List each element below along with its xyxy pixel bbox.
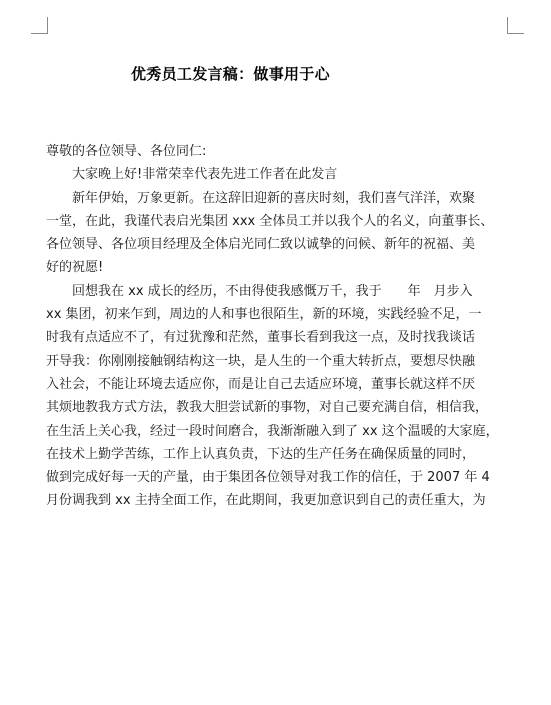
document-line: 其烦地教我方式方法，教我大胆尝试新的事物，对自己要充满自信，相信我，: [46, 400, 489, 416]
document-line: 在生活上关心我，经过一段时间磨合，我渐渐融入到了 xx 这个温暖的大家庭，: [46, 423, 499, 439]
page-corner-mark-top-right: [507, 17, 524, 34]
page-corner-mark-top-left: [31, 17, 48, 34]
document-line: 好的祝愿!: [46, 260, 104, 276]
document-line: 一堂，在此，我谨代表启光集团 xxx 全体员工并以我个人的名义，向董事长、: [46, 213, 494, 229]
document-line: 入社会，不能让环境去适应你，而是让自己去适应环境，董事长就这样不厌: [46, 376, 476, 392]
document-line: 开导我：你刚刚接触钢结构这一块，是人生的一个重大转折点，要想尽快融: [46, 353, 476, 369]
document-line: 月份调我到 xx 主持全面工作，在此期间，我更加意识到自己的责任重大，为: [46, 493, 486, 509]
document-line: 在技术上勤学苦练，工作上认真负责，下达的生产任务在确保质量的同时，: [46, 446, 476, 462]
document-line: 大家晚上好!非常荣幸代表先进工作者在此发言: [72, 167, 338, 183]
document-line: 各位领导、各位项目经理及全体启光同仁致以诚挚的问候、新年的祝福、美: [46, 237, 476, 253]
document-line: 回想我在 xx 成长的经历，不由得使我感慨万千，我于 年 月步入: [72, 283, 473, 299]
document-line: 尊敬的各位领导、各位同仁:: [46, 144, 207, 159]
document-line: 时我有点适应不了，有过犹豫和茫然，董事长看到我这一点，及时找我谈话: [46, 330, 476, 346]
document-line: 做到完成好每一天的产量，由于集团各位领导对我工作的信任，于 2007 年 4: [46, 470, 490, 486]
document-line: xx 集团，初来乍到，周边的人和事也很陌生，新的环境，实践经验不足，一: [46, 307, 482, 323]
document-body: [46, 140, 510, 513]
document-line: 新年伊始，万象更新。在这辞旧迎新的喜庆时刻，我们喜气洋洋，欢聚: [72, 190, 476, 206]
document-title: 优秀员工发言稿：做事用于心: [131, 65, 330, 83]
